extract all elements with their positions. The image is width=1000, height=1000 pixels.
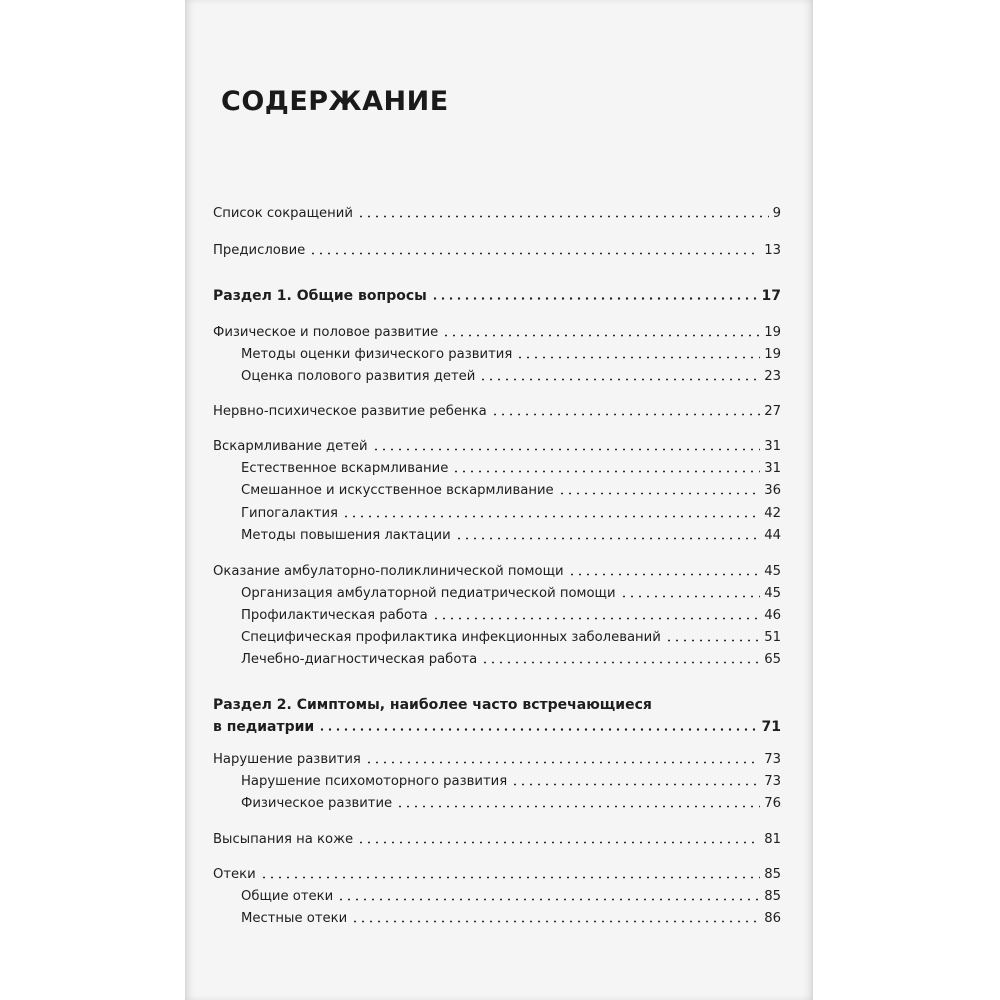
toc-entry-label: Предисловие <box>213 243 306 258</box>
toc-subentry <box>241 460 781 478</box>
toc-section-heading-line1: Раздел 2. Симптомы, наиболее часто встречающиеся <box>213 697 652 713</box>
toc-entry-page: 19 <box>764 325 781 340</box>
toc-entry-page: 45 <box>764 564 781 579</box>
book-page <box>185 0 813 1000</box>
dot-leader <box>665 639 760 642</box>
dot-leader <box>452 470 760 473</box>
dot-leader <box>491 413 761 416</box>
toc-subentry <box>241 629 781 647</box>
toc-entry-label: Список сокращений <box>213 206 353 221</box>
dot-leader <box>442 334 760 337</box>
dot-leader <box>357 215 769 218</box>
toc-entry-label: Местные отеки <box>241 911 348 926</box>
dot-leader <box>365 761 760 764</box>
toc-entry-page: 44 <box>764 528 781 543</box>
dot-leader <box>558 492 761 495</box>
toc-entry-label: Специфическая профилактика инфекционных заболеваний <box>241 630 661 645</box>
toc-section-heading <box>213 718 781 736</box>
dot-leader <box>431 297 758 300</box>
toc-entry-label: Организация амбулаторной педиатрической помощи <box>241 586 616 601</box>
toc-entry-label: Оценка полового развития детей <box>241 369 476 384</box>
dot-leader <box>516 356 760 359</box>
toc-entry-page: 76 <box>764 796 781 811</box>
dot-leader <box>432 617 761 620</box>
toc-entry-label: Лечебно-диагностическая работа <box>241 652 478 667</box>
toc-entry-label: Вскармливание детей <box>213 439 368 454</box>
toc-entry-label: Методы повышения лактации <box>241 528 451 543</box>
toc-subentry <box>241 527 781 545</box>
dot-leader <box>260 876 761 879</box>
toc-subentry <box>241 482 781 500</box>
toc-entry-page: 85 <box>764 867 781 882</box>
toc-entry-label: Оказание амбулаторно-поликлинической помощи <box>213 564 564 579</box>
toc-entry-label: Физическое и половое развитие <box>213 325 439 340</box>
toc-entry <box>213 563 781 581</box>
toc-entry-page: 45 <box>764 586 781 601</box>
dot-leader <box>479 378 760 381</box>
toc-entry-page: 73 <box>764 774 781 789</box>
dot-leader <box>357 841 760 844</box>
toc-entry-page: 36 <box>764 483 781 498</box>
toc-entry-label: Нарушение психомоторного развития <box>241 774 508 789</box>
toc-entry-label: Высыпания на коже <box>213 832 354 847</box>
toc-entry-page: 81 <box>764 832 781 847</box>
toc-entry-label: Общие отеки <box>241 889 334 904</box>
toc-subentry <box>241 888 781 906</box>
toc-entry-label: в педиатрии <box>213 719 315 735</box>
dot-leader <box>372 448 761 451</box>
toc-entry <box>213 866 781 884</box>
toc-entry <box>213 205 781 223</box>
toc-subentry <box>241 346 781 364</box>
toc-title: СОДЕРЖАНИЕ <box>221 86 449 117</box>
toc-entry-page: 19 <box>764 347 781 362</box>
toc-entry-page: 9 <box>772 206 781 221</box>
toc-entry-page: 86 <box>764 911 781 926</box>
toc-entry-label: Методы оценки физического развития <box>241 347 513 362</box>
toc-subentry <box>241 773 781 791</box>
toc-entry-page: 31 <box>764 439 781 454</box>
toc-entry-page: 46 <box>764 608 781 623</box>
toc-entry <box>213 751 781 769</box>
toc-entry-page: 71 <box>761 719 781 735</box>
toc-entry-page: 17 <box>761 288 781 304</box>
toc-entry-page: 23 <box>764 369 781 384</box>
dot-leader <box>455 537 761 540</box>
toc-entry-label: Отеки <box>213 867 256 882</box>
toc-entry-label: Гипогалактия <box>241 506 338 521</box>
toc-entry-page: 73 <box>764 752 781 767</box>
dot-leader <box>568 573 761 576</box>
dot-leader <box>309 252 760 255</box>
toc-entry-page: 27 <box>764 404 781 419</box>
dot-leader <box>318 728 757 731</box>
toc-entry <box>213 403 781 421</box>
dot-leader <box>481 661 760 664</box>
toc-section-heading <box>213 287 781 305</box>
toc-entry-label: Нервно-психическое развитие ребенка <box>213 404 487 419</box>
toc-entry-label: Смешанное и искусственное вскармливание <box>241 483 554 498</box>
toc-entry-page: 13 <box>764 243 781 258</box>
dot-leader <box>337 898 760 901</box>
toc-entry-label: Раздел 1. Общие вопросы <box>213 288 427 304</box>
toc-entry <box>213 242 781 260</box>
toc-entry <box>213 831 781 849</box>
toc-entry-page: 31 <box>764 461 781 476</box>
toc-subentry <box>241 651 781 669</box>
dot-leader <box>351 920 760 923</box>
toc-subentry <box>241 607 781 625</box>
toc-entry-label: Профилактическая работа <box>241 608 428 623</box>
toc-entry <box>213 438 781 456</box>
dot-leader <box>620 595 761 598</box>
dot-leader <box>342 515 760 518</box>
toc-subentry <box>241 368 781 386</box>
toc-entry-label: Нарушение развития <box>213 752 361 767</box>
toc-entry-page: 65 <box>764 652 781 667</box>
toc-entry-page: 51 <box>764 630 781 645</box>
toc-subentry <box>241 795 781 813</box>
toc-subentry <box>241 910 781 928</box>
toc-entry-label: Физическое развитие <box>241 796 393 811</box>
toc-subentry <box>241 505 781 523</box>
dot-leader <box>511 783 760 786</box>
toc-entry-page: 42 <box>764 506 781 521</box>
toc-subentry <box>241 585 781 603</box>
dot-leader <box>396 805 760 808</box>
toc-entry-page: 85 <box>764 889 781 904</box>
toc-entry-label: Естественное вскармливание <box>241 461 449 476</box>
toc-entry <box>213 324 781 342</box>
